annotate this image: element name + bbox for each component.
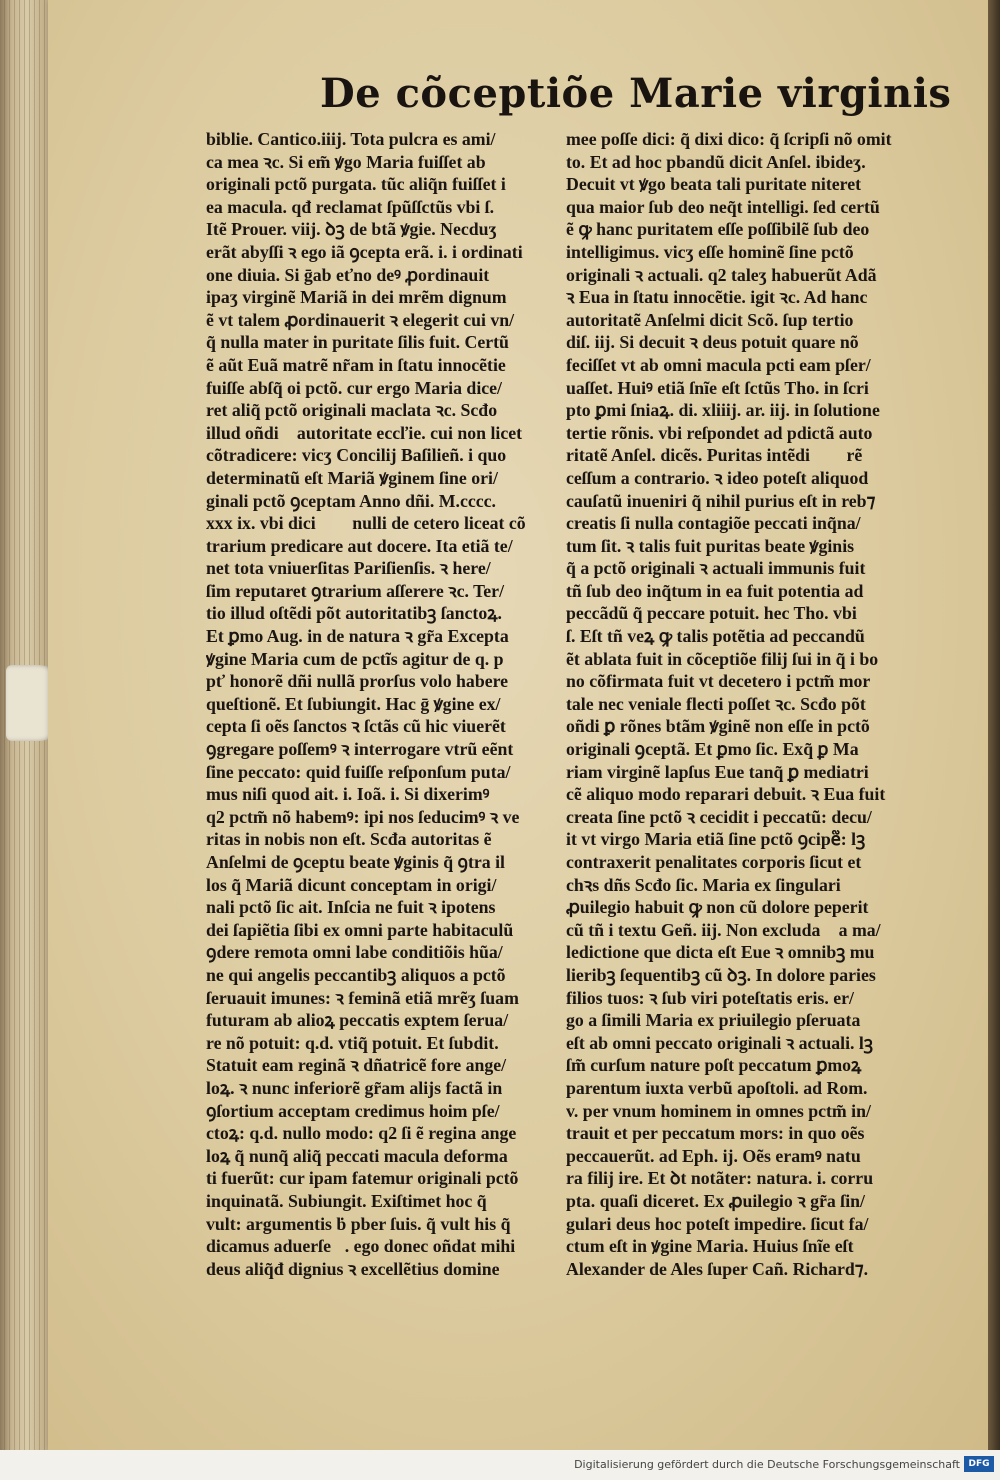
text-line: vult: argumentis ḃ pber ſuis. q̃ vult his q̃ [206, 1213, 511, 1234]
text-line: ctoꝝ: q.d. nullo modo: q2 ſi ẽ regina ange [206, 1123, 517, 1144]
text-line: ea macula. qđ reclamat ſpũſſctũs vbi ſ. [206, 196, 495, 217]
text-line: cepta ſi oẽs ſanctos ꝛ ſctãs cũ hic viuerẽt [206, 716, 506, 737]
text-line: tñ ſub deo inq̃tum in ea fuit potentia ad [566, 580, 864, 601]
text-line: feciſſet vt ab omni macula pcti eam pſer/ [566, 354, 871, 375]
text-line: ledictione que dicta eſt Eue ꝛ omnibꝫ mu [566, 942, 875, 963]
text-line: erãt abyſſi ꝛ ego iã ꝯcepta erã. i. i ordinati [206, 241, 523, 262]
text-line: uaſſet. Huiꝰ etiã ſnĩe eſt ſctũs Tho. in ſcri [566, 377, 869, 398]
text-line: ritas in nobis non eſt. Scđa autoritas ẽ [206, 829, 492, 850]
text-line: pta. quaſi diceret. Ex ꝓuilegio ꝛ gr̃a ſin/ [566, 1190, 865, 1211]
text-line: trauit et per peccatum mors: in quo oẽs [566, 1123, 865, 1144]
text-line: ſm̃ curſum nature poſt peccatum ꝑmoꝝ [566, 1055, 862, 1076]
text-line: intelligimus. vicʒ eſſe hominẽ ſine pctõ [566, 241, 854, 262]
text-line: loꝝ. ꝛ nunc inferiorẽ gr̃am alijs factã in [206, 1077, 503, 1098]
text-line: mee poſſe dici: q̃ dixi dico: q̃ ſcripſi nõ omit [566, 129, 892, 149]
text-line: ſim reputaret ꝯtrarium aſſerere ꝛc. Ter/ [206, 580, 505, 601]
text-line: to. Et ad hoc pbandũ dicit Anſel. ibideʒ. [566, 151, 866, 172]
text-line: parentum iuxta verbũ apoſtoli. ad Rom. [566, 1077, 868, 1098]
text-line: creatis ſi nulla contagiõe peccati inq̃na/ [566, 513, 861, 534]
text-line: ipaʒ virginẽ Mariã in dei mrẽm dignum [206, 287, 507, 308]
text-line: biblie. Cantico.iiij. Tota pulcra es ami/ [206, 129, 496, 149]
text-line: ꝯſortium acceptam credimus hoim pſe/ [206, 1100, 500, 1121]
text-line: one diuia. Si ḡab eťno deꝰ ꝓordinauit [206, 264, 490, 285]
text-line: chꝛs dñs Scđo ſic. Maria ex ſingulari [566, 874, 841, 895]
text-line: ẽ vt talem ꝓordinauerit ꝛ elegerit cui vn/ [206, 309, 515, 330]
text-line: riam virginẽ lapſus Eue tanq̃ ꝑ mediatri [566, 761, 869, 782]
text-line: net tota vniuerſitas Pariſienſis. ꝛ here/ [206, 558, 491, 579]
text-line: Decuit vt ꝟgo beata tali puritate niteret [566, 174, 862, 195]
text-line: originali ꝛ actuali. q2 taleʒ habuerũt Adã [566, 264, 877, 285]
text-line: cauſatũ inueniri q̃ nihil purius eſt in reb⁊ [566, 490, 876, 511]
text-line: ne qui angelis peccantibꝫ aliquos a pctõ [206, 964, 506, 985]
text-line: it vt virgo Maria etiã ſine pctõ ꝯcipe᷑: lꝫ [566, 829, 866, 850]
text-line: ẽ aũt Euã matrẽ nr̃am in ſtatu innocẽtie [206, 354, 506, 375]
text-line: illud oñdi᷑ autoritate eccľie. cui non licet [206, 422, 523, 443]
text-line: determinatũ eſt Mariã ꝟginem ſine ori/ [206, 467, 498, 488]
text-line: autoritatẽ Anſelmi dicit Scõ. ſup tertio [566, 309, 854, 330]
text-line: ca mea ꝛc. Si em̃ ꝟgo Maria fuiſſet ab [206, 151, 486, 172]
text-line: originali pctõ purgata. tũc aliq̃n fuiſſet i [206, 174, 506, 195]
text-line: v. per vnum hominem in omnes pctm̃ in/ [566, 1100, 871, 1121]
text-line: Et ꝑmo Aug. in de natura ꝛ gr̃a Excepta [206, 626, 509, 647]
text-line: Anſelmi de ꝯceptu beate ꝟginis q̃ ꝯtra il [206, 852, 505, 872]
right-text-column [566, 128, 916, 1280]
text-line: creata ſine pctõ ꝛ cecidit i peccatũ: decu/ [566, 806, 872, 827]
left-text-column [206, 128, 556, 1280]
text-line: peccauerũt. ad Eph. ij. Oẽs eramꝰ natu [566, 1145, 861, 1166]
text-line: xxx ix. vbi dici᷑ ꝙ nulli de cetero liceat cõ [206, 513, 526, 534]
text-line: originali ꝯceptã. Et ꝑmo ſic. Exq̃ ꝑ Ma [566, 739, 859, 760]
text-line: mus niſi quod ait. i. Ioã. i. Si dixerimꝰ [206, 784, 490, 805]
text-line: dei ſapiẽtia ſibi ex omni parte habitaculũ [206, 919, 514, 940]
text-line: queſtionẽ. Et ſubiungit. Hac ḡ ꝟgine ex/ [206, 693, 501, 714]
text-line: ꝛ Eua in ſtatu innocẽtie. igit ꝛc. Ad hanc [566, 287, 868, 308]
text-line: ẽ ꝙ hanc puritatem eſſe poſſibilẽ ſub deo [566, 219, 870, 240]
text-line: eſt ab omni peccato originali ꝛ actuali. lꝫ [566, 1032, 873, 1053]
text-line: ctum eſt in ꝟgine Maria. Huius ſnĩe eſt [566, 1236, 854, 1257]
text-line: ẽt ablata fuit in cõceptiõe filij ſui in q̃ i bo [566, 648, 879, 669]
page-title: De cõceptiõe Marie virginis [320, 70, 952, 117]
text-line: fuiſſe abſq̃ oi pctõ. cur ergo Maria dice/ [206, 377, 502, 398]
text-line: no cõfirmata fuit vt decetero i pctm̃ mor [566, 671, 871, 692]
text-line: Statuit eam reginã ꝛ dñatricẽ fore ange/ [206, 1055, 507, 1076]
text-line: lieribꝫ ſequentibꝫ cũ ꝺꝫ. In dolore paries [566, 964, 876, 985]
text-line: q̃ nulla mater in puritate ſilis fuit. Certũ [206, 332, 509, 353]
text-line: loꝝ q̃ nunq̃ aliq̃ peccati macula deforma [206, 1145, 508, 1166]
text-line: tertie rõnis. vbi reſpondet ad pdictã auto [566, 422, 873, 443]
text-line: q̃ a pctõ originali ꝛ actuali immunis fuit [566, 558, 866, 579]
text-line: qua maior ſub deo neq̃t intelligi. ſed certũ [566, 196, 880, 217]
text-line: tale nec veniale flecti poſſet ꝛc. Scđo põt [566, 693, 866, 714]
text-line: ritatẽ Anſel. dicẽs. Puritas intẽdi᷑ ꝑ rẽ [566, 445, 863, 466]
text-line: ſeruauit imunes: ꝛ feminã etiã mrẽʒ ſuam [206, 987, 519, 1008]
text-line: tio illud oſtẽdi põt autoritatibꝫ ſanctoꝝ. [206, 603, 502, 624]
footer-bar [0, 1450, 1000, 1480]
text-line: cõtradicere: vicʒ Concilij Baſilieñ. i quo [206, 445, 507, 466]
text-line: ret aliq̃ pctõ originali maclata ꝛc. Scđo [206, 400, 498, 421]
text-line: ꝯgregare poſſemꝰ ꝛ interrogare vtrũ eẽnt [206, 739, 514, 760]
text-line: ceſſum a contrario. ꝛ ideo poteſt aliquod [566, 467, 869, 488]
text-line: ꝯdere remota omni labe conditiõis hũa/ [206, 942, 503, 963]
text-line: los q̃ Mariã dicunt conceptam in origi/ [206, 874, 497, 895]
text-line: ꝟgine Maria cum de pctĩs agitur de q. p [206, 648, 504, 669]
text-line: inquinatã. Subiungit. Exiſtimet hoc q̃ [206, 1190, 487, 1211]
text-line: filios tuos: ꝛ ſub viri poteſtatis eris. er/ [566, 987, 854, 1008]
text-line: Alexander de Ales ſuper Cañ. Richard⁊. [566, 1258, 869, 1279]
page-right-shadow [988, 0, 1000, 1450]
text-line: ra filij ire. Et ꝺt notãter: natura. i. corru [566, 1168, 874, 1189]
text-line: cẽ aliquo modo reparari debuit. ꝛ Eua fuit [566, 784, 886, 805]
text-line: deus aliq̃đ dignius ꝛ excellẽtius domine [206, 1258, 500, 1279]
text-line: gulari deus hoc poteſt impedire. ſicut fa/ [566, 1213, 869, 1234]
text-line: tum ſit. ꝛ talis fuit puritas beate ꝟginis [566, 535, 855, 556]
text-line: ꝓuilegio habuit ꝙ non cũ dolore peperit [566, 897, 869, 918]
text-line: ginali pctõ ꝯceptam Anno dñi. M.cccc. [206, 490, 496, 511]
text-line: peccãdũ q̃ peccare potuit. hec Tho. vbi [566, 603, 857, 624]
text-line: Itẽ Prouer. viij. ꝺꝫ de btã ꝟgie. Necduʒ [206, 219, 497, 240]
text-line: dicamus aduerſe᷑. ego donec oñdat mihi [206, 1236, 516, 1257]
text-line: cũ tñ i textu Geñ. iij. Non excluda᷑ a ma/ [566, 919, 881, 940]
text-line: pť honorẽ dñi nullã prorſus volo habere [206, 671, 509, 692]
text-line: go a ſimili Maria ex priuilegio pſeruata [566, 1010, 861, 1031]
text-line: oñdi ꝑ rõnes btãm ꝟginẽ non eſſe in pctõ [566, 716, 870, 737]
text-line: q2 pctm̃ nõ habemꝰ: ipi nos ſeducimꝰ ꝛ ve [206, 806, 520, 827]
text-line: ſine peccato: quid fuiſſe reſponſum puta/ [206, 761, 511, 782]
text-line: ti fuerũt: cur ipam fatemur originali pctõ [206, 1168, 519, 1189]
text-line: re nõ potuit: q.d. vtiq̃ potuit. Et ſubdit. [206, 1032, 499, 1053]
text-line: pto ꝑmi ſniaꝝ. di. xliiij. ar. iij. in ſolutione [566, 400, 880, 421]
text-line: futuram ab alioꝝ peccatis exptem ſerua/ [206, 1010, 509, 1031]
text-line: contraxerit penalitates corporis ſicut et [566, 852, 862, 872]
dfg-logo: DFG [964, 1456, 994, 1472]
text-line: diſ. iij. Si decuit ꝛ deus potuit quare nõ [566, 332, 859, 353]
text-line: trarium predicare aut docere. Ita etiã te/ [206, 535, 513, 556]
text-line: ſ. Eſt tñ veꝝ ꝙ talis potẽtia ad peccandũ [566, 626, 865, 647]
text-line: nali pctõ ſic ait. Inſcia ne fuit ꝛ ipotens [206, 897, 496, 918]
funding-statement: Digitalisierung gefördert durch die Deutsche Forschungsgemeinschaft [574, 1458, 960, 1471]
